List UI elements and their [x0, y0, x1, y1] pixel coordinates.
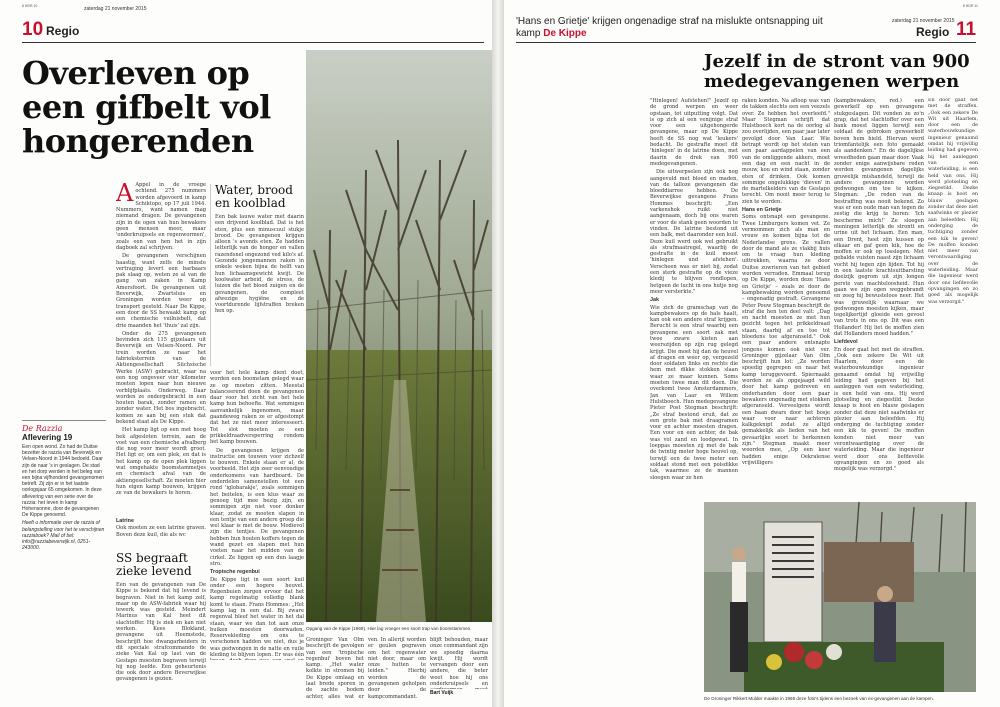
ss-article	[116, 552, 206, 692]
left-page-number: 10	[22, 19, 44, 40]
latrine-heading: Latrine	[116, 518, 134, 524]
forest-photo-image	[306, 50, 492, 622]
article-paragraph: "Hinlegen! Aufstehen!" Jezelf op de grond werpen en weer opstaan, tot uitputting volgt. Dat is op zich al een venijnige straf voor een uitgehongerde gevangene, maar op De Kippe heeft de SS nog wat 'leukers' bedacht. De gestrafte moet dit 'hinlegen' in de latrine doen, met daarin de drek van 900 medegevangenen.	[650, 98, 738, 167]
monument-photo	[704, 502, 976, 692]
ss-heading: SS begraaft zieke levend	[116, 552, 192, 578]
page-gutter	[492, 0, 504, 707]
article-paragraph: En door gaat het met de straffen. „Ook een zekere De Wit uit Haarlem, door een de waterbouwkundige ingenieur genaamd omdat hij vrijwillig leiding had gegeven bij het aanleggen van een waterleiding, is een held van ons. Hij werd plotseling en ziegestild. Dezke knaap is hoot en blauw geslagen zonder dat deze niet saafwinks er plezier aan beleefden. Hij onderging de tuchtiging zonder een kik te geven! De moffen konden niet meer van verontwaardiging over de waterleiding. Maar die ingenieur werd door ons liefdevolle opvangingen en zo goed als mogelijk was verzorgd."	[834, 346, 924, 473]
right-column-4	[928, 98, 978, 558]
bottom-column-1	[306, 637, 364, 699]
article-paragraph: (kampbewakers, red.) een gewerkelf op een gevangene stukgeslagen. Dit vonden ze zo'n grap, dat het slachtoffer over een bank moest liggen terwijl een soldaat de gebroken geweerkolf boven hem hield. Hiervan werd triomfantelijk een foto gemaakt als aandenken." En de dagelijkse wreedheden gaan maar door. Vaak zonder enige aanwijsbare reden worden gevangenen dagelijks gruwelijk mishandeld, terwijl de andere gevangenen worden gedwongen om toe te kijken. Stegman: „De reden van de bestraffing was nooit bekend. Zo was er een oude man van tegen de zestig die krijg te horen: 'Ich bescherme mich!' Ze sloegen meningen letterlijk de strontt en urine uit het lichaam. Een man, een Drent, heet zijn kussen op elkaar en gaf geen kik, hoe de moffen er ook op losslegen. Met gebalde vuisten naast zijn lichaam vocht hij tegen zijn lijden. Tot hij in een laatste krachtsuitbarsting doelzijk gegrom uit zijn longen perste van machteloosheid. Hun gaan we zijn ogen weggebrandt en zeeg hij bewusteloos neer. Het was gruwelijk waarnaar we gedwongen moesten kijken, maar tegelijkertijd gloeide een gevoel van trots in ons op. Dit was een Hollander! Hij liet de moffen zien dat Hollanders moed hadden."	[834, 98, 924, 337]
right-header-rule	[516, 42, 976, 43]
hans-en-grietje-heading: Hans en Grietje	[742, 207, 782, 214]
bottom-paragraph: ven. In allerijl worden er geulen gegraven om het regenwater niet door, maar om onze hutten te leiden." Hierbij worden de gevangenen geholpen door de kampcommandant.	[368, 637, 426, 699]
right-headline: Jezelf in de stront van 900 medegevangenen werpen	[704, 51, 970, 92]
lead-paragraph: De gevangenen verschijnen haastig, want zelfs de minste vertraging levert een barbaars pak slaag op, weten ze al van de gang van zaken in Kamp Amersfoort. De gevangenen uit Beverwijk, Zwartsluis en Groningen worden weer op transport gesteld. Naar De Kippe, een door de SS bewaakt kamp op een chemische vuilnisbelt, dat drie maanden het 'thuis' zal zijn.	[116, 253, 206, 329]
left-section-label: Regio	[46, 24, 80, 38]
tropische-regenbui-heading: Tropische regenbui	[210, 569, 260, 576]
lead-paragraph: Het kamp ligt op een met hoog hek afgesloten terrein, aan de voet van een chemische afvalberg die nog voor meer wordt groot. Het ligt er, om een plek, en dat is het kamp op de open plek liggen wat omgehakte boomstammetjes en chemisch afval van de aktiengesellschaft. Ze moeten hier hun eigen kamp bouwen, krijgen ze van de bewakers te horen.	[116, 427, 206, 497]
right-column-2	[742, 98, 830, 558]
bottom-column-3	[430, 637, 488, 689]
left-header-rule	[22, 42, 484, 43]
right-section-label: Regio	[916, 25, 950, 39]
lead-paragraph: Onder de 275 gevangenen bevinden zich 115 gijzelaars uit Beverwijk en Velsen-Noord. Per trein worden ze naar het fabrieksterrein van de Aktiengesellschaft Süchsische Werke (ASW) gebracht, waar na een nog ongeveer vier kilometer moeten lopen naar hun nieuwe verblijfplaats. Onderweg. Daar worden ze ondergebracht in een houten barak, zonder ramen en zonder water. Het bos ingebracht, komen ze aan bij een stuk dat bekend staat als De Kippe.	[116, 330, 206, 425]
forest-photo-caption: Opgang van de Kippe (1969). Hier lag vroeger een soort trap van boomstammen.	[306, 626, 472, 631]
left-page	[0, 0, 492, 707]
right-page-date: zaterdag 21 november 2015	[892, 18, 955, 24]
bottom-paragraph: Groninger Van Olm beschrijft de gevolgen van een 'tropische regenbui' boven het kamp. „Het water kolkte in stromen bij De Kippe omlaag en laat brede sporen in de zachte bodem achter, alles wat er	[306, 637, 364, 699]
lead-article-column	[116, 182, 206, 514]
drop-cap: A	[116, 182, 134, 207]
left-headline: Overleven op een gifbelt vol hongerenden	[22, 54, 271, 160]
razzia-series-box	[22, 420, 106, 553]
razzia-episode: Aflevering 19	[22, 433, 73, 442]
topline-text: 'Hans en Grietje' krijgen ongenadige straf na mislukte ontsnapping uit kamp	[516, 16, 823, 39]
article-paragraph: Soms ontsnapt een gevangene. Twee Limburgers komen vet. Ze vermommen zich als man en vrouw en komen bijna tot de Nederlandse grens. Ze vallen door de mand als ze vlakbij huis om te vraag hun kleding uittrekken, waarna ze door Duitse zuwrieren van het gebied worden verraden. Emmaal terug op De Kippe, worden deze 'Hans en Grietje' – zoals ze door de kampbewaking worden genoemd – ongenadig gestraft. Gevangene Peter Pouw Stegman beschrijft de straf die hen ten deel valt: „Dag en nacht moesten ze met hun gezicht tegen het prikkeldraad staan, daarbij af en toe tot bloedens toe afgeranseld." Ook een paar andere ontsnapte jongens komen ook niet ver. Groninger gijzelaar Van Olm beschrijft hun lot: „Ze worden spoedig gegrepen en naar het kamp teruggevoerd. Spiernaakt worden ze als opgejaagd wild door het kamp gedreven en onderhanden door een paar bewakers ongenadig met stokken afgeranseld. Verveelgens wordt een baan dwars door het bosje waar voor naar achteren kalkgeknipt zodat ze altijd gemakkelijk als lieden van het gevaarlijke soort te herkennen zijn." Stegman maakt meer woorden mee, „Op een keer hadden enige Oekraïense vrijwilligers	[742, 214, 830, 466]
left-page-date: zaterdag 21 november 2015	[84, 6, 147, 12]
ss-paragraph: Eén van de gevangenen van De Kippe is bekend dat hij levend is begraven. Niet in het kamp zelf, maar op de ASW-fabriek waar hij tewerk was gesteld. Meindert Marinus van Kal heet dit slachtoffer. Hij is ziek en kan niet werken. Kees Blokland, gevangene uit Heemstede, beschrijft hoe dwangarbeiders in dit speciale strafcommando de zieke Van Kal op last van de Gestapo moesten begraven terwijl hij nog leefde. Een geheurtenis die ook door andere Beverwijkse gevangenen is gezien.	[116, 582, 206, 683]
bottom-paragraph: blijft behouden, maar onze commandant zijn we spoedig daarna kwijt. Hij wordt vervangen door een andere, die beter weet hoe hij ons onderkruipsels en	[430, 637, 488, 688]
left-page-meta: 8 HDR 10	[22, 4, 38, 8]
lead-paragraph: Appel in de vroege ochtend. 275 nummers worden afgevoerd in kamp Schiktopo, op 17 juli 1944. Nummers, want namen mag niemand dragen. De gevangenen zijn in de ogen van hun bewakers geen mensen meer, maar 'onderkruipsels en regenwormen', zoals een van hen het in zijn dagboek zal schrijven.	[116, 182, 206, 251]
right-column-3	[834, 98, 924, 558]
sidebar-paragraph: Een bak lauwe water met daarin een drijvend koolblad. Dat is het eten, plus een minuscuul stukje brood. De gevangenen krijgen alleen 's avonds eten. Ze hadden letterlijk van de honger en vallen razendsnel ongezond ved kilo's af. Gezonde jongemannen raken in enkele weken bijna de helft van hun lichaamsgewicht kwijt. De koolwater arbeid, de stress, de luizen die het bloed zuigen en de gevangenen, de compleet afwezige hygiëne en de voortdurende lijfstraffen breken hen op.	[215, 214, 304, 315]
article-paragraph: raken konden. Na afloop was van de takken slechts een een veezels over. Ze hebben het overleefd." Maar Stegman schrijft dat Hulstboech kort na de oorlog al zou overlijden, een paar jaar later gevolgd door Van Laar. Wie betrapt wordt op het stelen van een paar aardappelen van een van de omliggende akkers, moet een dag en een nacht in de mouw, kou en wind staan, zonder eten of drinken. Ook komen sommige ongelukkige 'dieven' in de martelkelders van de Gestapo terecht. Om nooit meer terug te zien te worden.	[742, 98, 830, 205]
right-column-1	[650, 98, 738, 558]
razzia-contact: Heeft u informatie over de razzia of belangstelling voor het te verschijnen razziaboek? Mail of bel: info@razziabeverwijk.nl, 0251-243000.	[22, 520, 105, 552]
latrine-paragraph: Ook moeten ze een latrine graven. Boven deze kuil, die als wc	[116, 525, 206, 538]
middle-paragraph: voor het hele kamp dient doet, worden een boomstam gelegd waar ze op moeten zitten. Meestal balanceerend doen de gevangenen daar voor het zicht van het hele kamp hun behoefte. Wat sommigen aanvankelijk ingenomen, maar gaandeweg raken ze er afgestompt dat het ze niet meer interesseert. Tot slot moeten ze een prikkeldraadversperring rondom het kamp bouwen.	[210, 370, 304, 446]
right-page-number: 11	[956, 19, 977, 40]
razzia-title: De Razzia	[22, 424, 63, 433]
article-paragraph: Wie zich de gramschap van de kampbewakers op de hals haalt, kan ook een andere straf krijgen. Berucht is een straf waarbij een gevangene een soort zak met twee zware kisten aan weerszijden op zijn rug gelegd krijgt. Die moet hij dan de heuvel af dragen en weer op, vergezeld door soldaten links en rechts die hem met dikke stokken slaan waar ze maar kunnen. Soms moeten twee man dit doen. Die overkomt twee Amsterdammers, Jan van Laar en Willem Hulstboech. Hun medegevangene Pieter Post Stegman beschrijft: „Ze straf bestond eruit, dat ze een grote bak met draagramen voor en achter moesten dragen. Een voor en een achter, de bak was vol zand en loodgewat. In loeppas moesten zij met de bak de twintig meter hoge heuvel op, terwijl een de twee meter een soldaat stond met een polsdikke tak, waarmee ze de mannen sloegen waar ze hen	[650, 304, 738, 481]
right-topline	[516, 16, 846, 40]
sidebar-heading: Water, brood en koolblad	[215, 184, 293, 210]
author-signature: Bart Vuijk	[430, 690, 454, 696]
monument-photo-image	[704, 502, 976, 692]
jak-heading: Jak	[650, 297, 659, 304]
topline-accent: De Kippe	[543, 28, 587, 39]
middle-article-column	[210, 370, 304, 660]
middle-paragraph: De gevangenen krijgen de instructie om touwen voor zichzelf te bouwen. Enkele staan er al, de voorbeeld. Het zijn zeer eenvoudige onderkomens van hardboard. De onderdelen samenstellen tot een rond 'iglobarakje', zoals sommigen het beitelen, is een klus waar ze genoeg tijd mee bezig zijn, en sommigen zijn niet voor donker klaar, zodat ze moeten slapen in een tentje van een andere groep die wel klaar is met de bouw. Modievol zijn die tentjes. De gevangenen hebben hun houten koffers tegen de wand gezet en slapen met hun voeten naar het midden van de cirkel. Ze liggen op een dun laagje stro.	[210, 447, 304, 567]
razzia-intro: Een open wond. Zo had de Duitse bezetter de razzia van Beverwijk en Velsen-Noord in 1944 bedoeld. Daar zijn de naar 's in geslagen. De stad en het dorp werden in het beleg van een bijna vijfhonderd gevangenomen betreft. Zij zijn er in het laatste oorlogsjaar 65 omgekomen. In deze aflevering van een serie over de razzia: het leven in kamp Hohensonne, door de gevangenen De Kippe genoemd.	[22, 444, 105, 519]
article-paragraph: En door gaat het met de straffen. „Ook een zekere De Wit uit Haarlem, door een de waterbouwkundige ingenieur genaamd omdat hij vrijwillig leiding had gegeven bij het aanleggen van een waterleiding, is een held van ons. Hij werd plotseling en ziegestild. Dezke knaap is hoot en blauw geslagen zonder dat deze niet saafwinks er plezier aan beleefden. Hij onderging de tuchtiging zonder een kik te geven! De moffen konden niet meer van verontwaardiging over de waterleiding. Maar die ingenieur werd door ons liefdevolle opvangingen en zo goed als mogelijk was verzorgd."	[928, 98, 978, 305]
tropische-regenbui-paragraph: De Kippe ligt in een soort kuil onder een hogere heuvel. Regenbuien zorgen ervoor dat het kamp regelmatig volledig blank komt te staan. Frans Hommes: „Het kamp lag in een dal. Bij zware regenval bleef het water in het dal staan, waar we dan tot aan onze buiken moesten doorwaden. Reservekleding om ons te verschonen hadden we niet, dus je was gedwongen in de natte en vuile kleding te blijven lopen. Er was één	[210, 576, 304, 659]
sidebar-box	[210, 184, 304, 366]
monument-photo-caption: De Groninger Rikkert Mulder maakte in 1969 deze foto's tijdens een bezoek van ex-gevangenen aan de kampen.	[704, 696, 934, 701]
forest-photo	[306, 50, 492, 622]
right-page	[504, 0, 1000, 707]
article-paragraph: Die uitwerpselen zijn ook nog aangevuld met bloed en maden, van de talloze gevangenen die bloeddiarree hebben. De Beverwijkse gevangene Frans Hommes beschrijft: „Een varkenshok ruikt niet aangenaam, doch bij ons waren er voor de stank geen woorden te vinden. De latrine bestond uit een balk, met daaronder een kuil. Deze kuil werd ook wel gebruikt als strafmaatregel, waarbij de gestrafte in de kuil moest 'hinlegen und afstehen'. Verscheen was er niet bij, zodat een sterk gestrafte op de vieze kledij te blijven rondlopen, hetgeen de lucht in ons hutje nog meer versterkte."	[650, 169, 738, 295]
latrine-section	[116, 516, 206, 546]
liefdevol-heading: Liefdevol	[834, 339, 858, 346]
bottom-column-2	[368, 637, 426, 699]
right-page-meta: 8 HDR 11	[962, 4, 978, 8]
